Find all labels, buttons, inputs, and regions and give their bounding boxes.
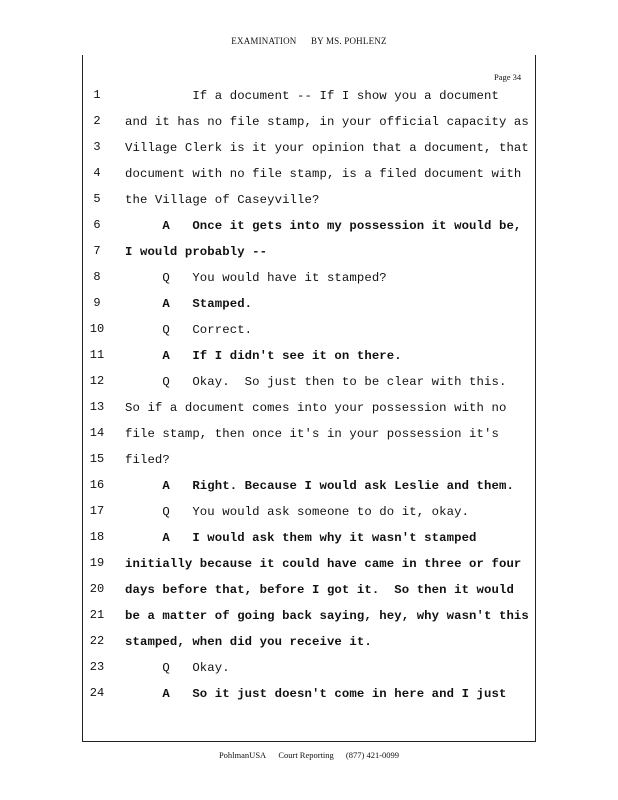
transcript-line bbox=[0, 606, 618, 632]
line-text: be a matter of going back saying, hey, why wasn't this bbox=[125, 609, 529, 623]
line-number: 21 bbox=[89, 608, 105, 622]
line-number: 18 bbox=[89, 530, 105, 544]
line-text: filed? bbox=[125, 453, 170, 467]
line-number: 9 bbox=[93, 296, 101, 310]
header-examiner: BY MS. POHLENZ bbox=[310, 36, 387, 46]
transcript-line bbox=[0, 86, 618, 112]
line-number: 10 bbox=[89, 322, 105, 336]
line-text: document with no file stamp, is a filed document with bbox=[125, 167, 522, 181]
transcript-line bbox=[0, 320, 618, 346]
transcript-line bbox=[0, 372, 618, 398]
transcript-line bbox=[0, 528, 618, 554]
line-text: Q Correct. bbox=[125, 323, 253, 337]
line-number: 7 bbox=[93, 244, 101, 258]
transcript-line bbox=[0, 164, 618, 190]
line-number: 23 bbox=[89, 660, 105, 674]
line-text: days before that, before I got it. So then it would bbox=[125, 583, 514, 597]
line-number: 2 bbox=[93, 114, 101, 128]
line-number: 17 bbox=[89, 504, 105, 518]
line-text: Q You would ask someone to do it, okay. bbox=[125, 505, 470, 519]
transcript-line bbox=[0, 268, 618, 294]
transcript-line bbox=[0, 554, 618, 580]
line-number: 4 bbox=[93, 166, 101, 180]
line-text: stamped, when did you receive it. bbox=[125, 635, 372, 649]
line-text: A Stamped. bbox=[125, 297, 253, 311]
line-number: 22 bbox=[89, 634, 105, 648]
header-section: EXAMINATION bbox=[231, 36, 297, 46]
footer-service: Court Reporting bbox=[278, 750, 334, 760]
transcript-line bbox=[0, 476, 618, 502]
line-number: 14 bbox=[89, 426, 105, 440]
line-number: 6 bbox=[93, 218, 101, 232]
line-text: If a document -- If I show you a document bbox=[125, 89, 499, 103]
transcript-line bbox=[0, 658, 618, 684]
transcript-line bbox=[0, 346, 618, 372]
transcript-line bbox=[0, 112, 618, 138]
line-number: 12 bbox=[89, 374, 105, 388]
transcript-line bbox=[0, 242, 618, 268]
line-text: Village Clerk is it your opinion that a document, that bbox=[125, 141, 529, 155]
line-number: 3 bbox=[93, 140, 101, 154]
line-number: 16 bbox=[89, 478, 105, 492]
transcript-line bbox=[0, 684, 618, 710]
line-text: initially because it could have came in three or four bbox=[125, 557, 522, 571]
footer-phone: (877) 421-0099 bbox=[345, 750, 400, 760]
transcript-line bbox=[0, 450, 618, 476]
line-text: I would probably -- bbox=[125, 245, 268, 259]
line-text: A So it just doesn't come in here and I just bbox=[125, 687, 507, 701]
page-number: Page 34 bbox=[494, 72, 522, 82]
line-text: A If I didn't see it on there. bbox=[125, 349, 402, 363]
transcript-line bbox=[0, 502, 618, 528]
line-text: and it has no file stamp, in your official capacity as bbox=[125, 115, 529, 129]
transcript-line bbox=[0, 294, 618, 320]
line-text: A Right. Because I would ask Leslie and them. bbox=[125, 479, 514, 493]
line-text: Q You would have it stamped? bbox=[125, 271, 387, 285]
line-number: 5 bbox=[93, 192, 101, 206]
line-text: A Once it gets into my possession it would be, bbox=[125, 219, 522, 233]
page-header bbox=[0, 36, 618, 46]
footer-company: PohlmanUSA bbox=[218, 750, 267, 760]
line-number: 11 bbox=[89, 348, 105, 362]
line-number: 1 bbox=[93, 88, 101, 102]
line-number: 8 bbox=[93, 270, 101, 284]
line-text: Q Okay. So just then to be clear with this. bbox=[125, 375, 507, 389]
line-text: So if a document comes into your possession with no bbox=[125, 401, 507, 415]
page-footer bbox=[0, 750, 618, 760]
line-number: 19 bbox=[89, 556, 105, 570]
line-text: Q Okay. bbox=[125, 661, 230, 675]
line-number: 20 bbox=[89, 582, 105, 596]
line-text: the Village of Caseyville? bbox=[125, 193, 320, 207]
transcript-line bbox=[0, 632, 618, 658]
transcript-line bbox=[0, 580, 618, 606]
transcript-line bbox=[0, 424, 618, 450]
transcript-line bbox=[0, 138, 618, 164]
line-number: 15 bbox=[89, 452, 105, 466]
transcript-line bbox=[0, 190, 618, 216]
line-text: file stamp, then once it's in your possession it's bbox=[125, 427, 499, 441]
line-text: A I would ask them why it wasn't stamped bbox=[125, 531, 477, 545]
transcript-line bbox=[0, 216, 618, 242]
line-number: 13 bbox=[89, 400, 105, 414]
transcript-line bbox=[0, 398, 618, 424]
line-number: 24 bbox=[89, 686, 105, 700]
